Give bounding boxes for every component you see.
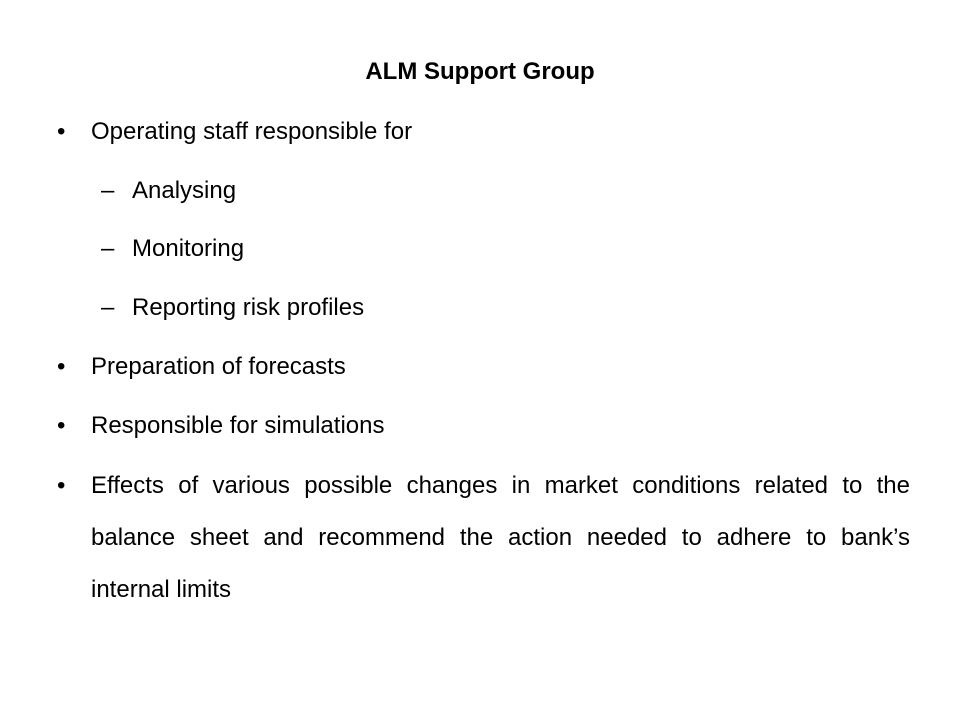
dash-marker: – (101, 177, 115, 204)
bullet-text: Preparation of forecasts (91, 353, 346, 380)
bullet-marker: • (57, 353, 66, 380)
dash-marker: – (101, 235, 115, 262)
sub-item-text: Monitoring (132, 235, 245, 262)
bullet-text: Responsible for simulations (91, 412, 385, 439)
bullet-marker: • (57, 412, 66, 439)
slide-title: ALM Support Group (365, 58, 595, 85)
bullet-marker: • (57, 118, 66, 145)
sub-item-text: Analysing (132, 177, 237, 204)
bullet-text: Effects of various possible changes in market conditions related to the balance sheet and recommend the action needed to adhere to bank’s internal limits (91, 472, 910, 603)
bullet-marker: • (57, 472, 66, 499)
dash-marker: – (101, 294, 115, 321)
sub-item-text: Reporting risk profiles (132, 294, 365, 321)
bullet-text: Operating staff responsible for (91, 118, 413, 145)
